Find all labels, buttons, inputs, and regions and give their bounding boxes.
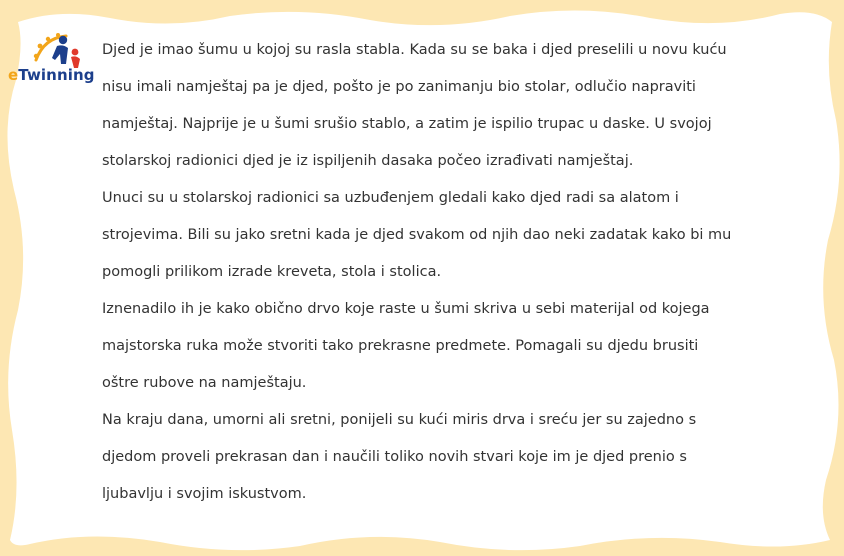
story-line: Iznenadilo ih je kako obično drvo koje raste u šumi skriva u sebi materijal od kojega [102, 301, 710, 317]
story-line: majstorska ruka može stvoriti tako prekrasne predmete. Pomagali su djedu brusiti [102, 338, 699, 354]
etwinning-logo-icon [30, 30, 84, 70]
story-line: Djed je imao šumu u kojoj su rasla stabla. Kada su se baka i djed preselili u novu kuću [102, 42, 727, 58]
story-line: oštre rubove na namještaju. [102, 375, 307, 391]
story-line: namještaj. Najprije je u šumi srušio stablo, a zatim je ispilio trupac u daske. U svojoj [102, 116, 712, 132]
story-line: pomogli prilikom izrade kreveta, stola i stolica. [102, 264, 442, 280]
story-text [102, 38, 762, 519]
story-line: ljubavlju i svojim iskustvom. [102, 486, 307, 502]
etwinning-logo [6, 30, 106, 86]
story-line: strojevima. Bili su jako sretni kada je djed svakom od njih dao neki zadatak kako bi mu [102, 227, 732, 243]
story-line: Na kraju dana, umorni ali sretni, ponijeli su kući miris drva i sreću jer su zajedno s [102, 412, 697, 428]
story-line: djedom proveli prekrasan dan i naučili toliko novih stvari koje im je djed prenio s [102, 449, 687, 465]
etwinning-logo-text: eTwinning [8, 66, 95, 84]
story-line: nisu imali namještaj pa je djed, pošto je po zanimanju bio stolar, odlučio napraviti [102, 79, 696, 95]
story-line: stolarskoj radionici djed je iz ispiljenih dasaka počeo izrađivati namještaj. [102, 153, 634, 169]
story-line: Unuci su u stolarskoj radionici sa uzbuđenjem gledali kako djed radi sa alatom i [102, 190, 679, 206]
